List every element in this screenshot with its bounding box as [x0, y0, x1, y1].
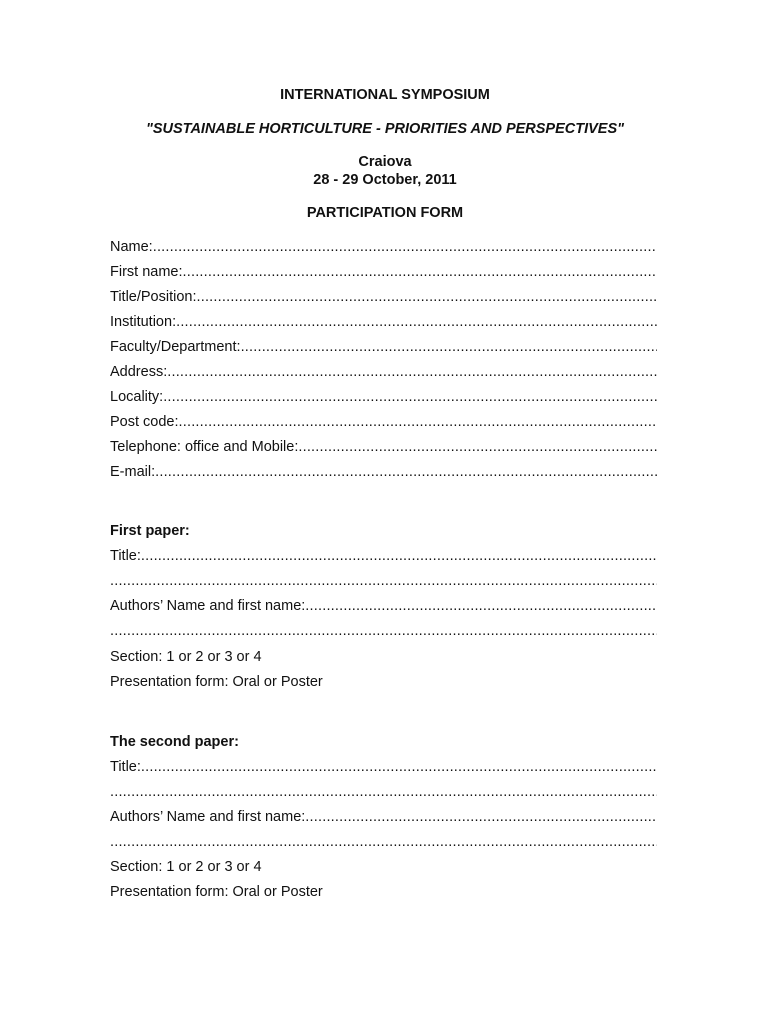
field-label: Title:: [110, 548, 141, 564]
paper2-title-field[interactable]: [110, 758, 657, 776]
fill-line: [176, 313, 657, 331]
fill-line: [153, 238, 657, 256]
first-paper-heading: First paper:: [110, 523, 190, 539]
fill-line: [183, 263, 657, 281]
event-dates: 28 - 29 October, 2011: [313, 172, 457, 188]
fill-line: [305, 808, 657, 826]
fill-line: [141, 758, 657, 776]
field-label: Name:: [110, 239, 153, 255]
fill-line: [298, 438, 657, 456]
field-label: Locality:: [110, 389, 164, 405]
paper2-presentation-form: Presentation form: Oral or Poster: [110, 884, 323, 900]
fill-line: [110, 572, 657, 590]
field-first-name[interactable]: [110, 263, 657, 281]
field-name[interactable]: [110, 238, 657, 256]
fill-line: [141, 547, 657, 565]
paper1-authors-field[interactable]: [110, 597, 657, 615]
field-post-code[interactable]: [110, 413, 657, 431]
fill-line: [155, 463, 657, 481]
field-locality[interactable]: [110, 388, 657, 406]
fill-line: [167, 363, 657, 381]
paper1-presentation-form: Presentation form: Oral or Poster: [110, 674, 323, 690]
second-paper-heading: The second paper:: [110, 734, 239, 750]
field-label: Title/Position:: [110, 289, 197, 305]
fill-line: [110, 833, 657, 851]
event-city: Craiova: [358, 154, 412, 170]
fill-line: [110, 783, 657, 801]
field-label: Authors’ Name and first name:: [110, 809, 306, 825]
paper2-title-continuation[interactable]: [110, 783, 657, 801]
paper2-authors-continuation[interactable]: [110, 833, 657, 851]
field-label: Authors’ Name and first name:: [110, 598, 306, 614]
paper1-authors-continuation[interactable]: [110, 622, 657, 640]
field-address[interactable]: [110, 363, 657, 381]
paper1-section: Section: 1 or 2 or 3 or 4: [110, 649, 262, 665]
paper1-title-continuation[interactable]: [110, 572, 657, 590]
field-label: Institution:: [110, 314, 177, 330]
field-label: First name:: [110, 264, 183, 280]
paper1-title-field[interactable]: [110, 547, 657, 565]
field-label: Address:: [110, 364, 168, 380]
fill-line: [305, 597, 657, 615]
field-label: Post code:: [110, 414, 179, 430]
fill-line: [110, 622, 657, 640]
fill-line: [197, 288, 658, 306]
event-name: INTERNATIONAL SYMPOSIUM: [280, 87, 490, 103]
paper2-section: Section: 1 or 2 or 3 or 4: [110, 859, 262, 875]
field-telephone[interactable]: [110, 438, 657, 456]
field-email[interactable]: [110, 463, 657, 481]
field-institution[interactable]: [110, 313, 657, 331]
field-label: Telephone: office and Mobile:: [110, 439, 299, 455]
fill-line: [179, 413, 657, 431]
field-label: Title:: [110, 759, 141, 775]
form-title: PARTICIPATION FORM: [306, 205, 464, 221]
field-label: Faculty/Department:: [110, 339, 241, 355]
symposium-theme: "SUSTAINABLE HORTICULTURE - PRIORITIES AND PERSPECTIVES": [145, 121, 625, 137]
fill-line: [241, 338, 657, 356]
field-title-position[interactable]: [110, 288, 657, 306]
paper2-authors-field[interactable]: [110, 808, 657, 826]
field-label: E-mail:: [110, 464, 156, 480]
field-faculty-department[interactable]: [110, 338, 657, 356]
fill-line: [163, 388, 657, 406]
